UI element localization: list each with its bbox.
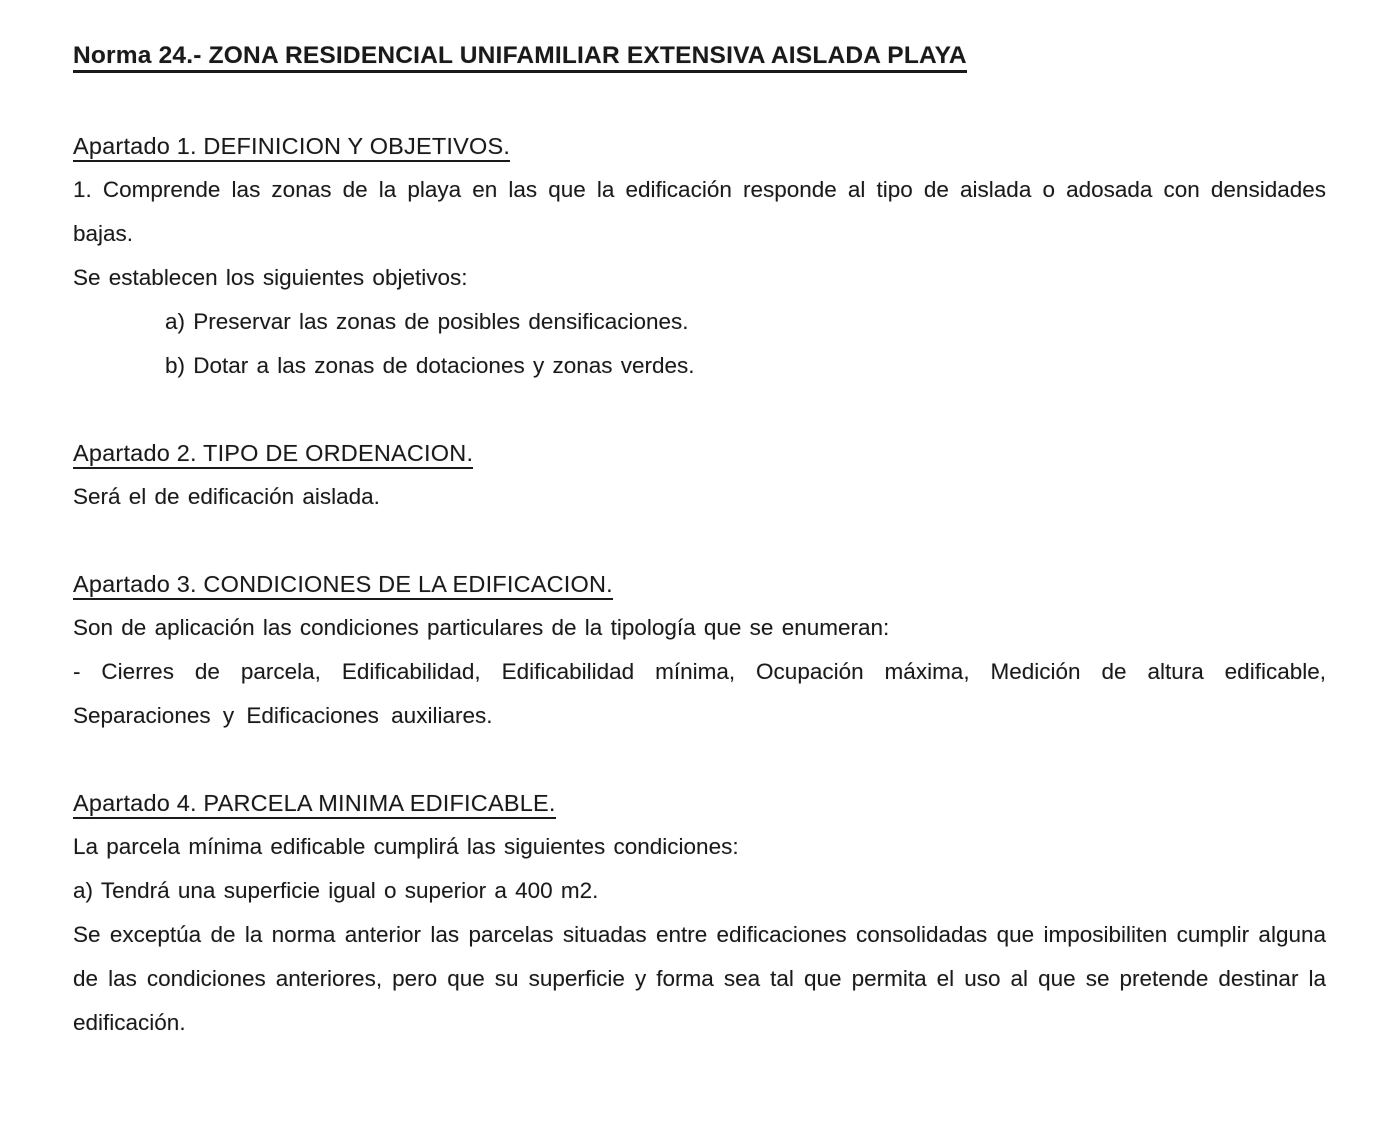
section-heading-text: Apartado 3. CONDICIONES DE LA EDIFICACION. [73, 571, 613, 600]
document-title [73, 34, 1326, 78]
paragraph: La parcela mínima edificable cumplirá las siguientes condiciones: [73, 834, 739, 859]
section-heading [73, 562, 1326, 606]
section-heading [73, 781, 1326, 825]
section-heading-text: Apartado 1. DEFINICION Y OBJETIVOS. [73, 133, 510, 162]
paragraph: Se exceptúa de la norma anterior las parcelas situadas entre edificaciones consolidadas que imposibiliten cumplir alguna de las condiciones anteriores, pero que su superficie y forma sea tal que permita el uso al que se pretende destinar la edificación. [73, 922, 1326, 1035]
paragraph: - Cierres de parcela, Edificabilidad, Edificabilidad mínima, Ocupación máxima, Medición de altura edificable, Separaciones y Edificaciones auxiliares. [73, 659, 1326, 728]
section-tipo-de-ordenacion [73, 431, 1326, 519]
paragraph: Se establecen los siguientes objetivos: [73, 265, 468, 290]
paragraph: 1. Comprende las zonas de la playa en las que la edificación responde al tipo de aislada o adosada con densidades bajas. [73, 177, 1326, 246]
document-title-text: Norma 24.- ZONA RESIDENCIAL UNIFAMILIAR EXTENSIVA AISLADA PLAYA [73, 42, 967, 73]
paragraph: a) Tendrá una superficie igual o superior a 400 m2. [73, 878, 599, 903]
paragraph: Son de aplicación las condiciones particulares de la tipología que se enumeran: [73, 615, 890, 640]
section-heading [73, 431, 1326, 475]
section-heading-text: Apartado 2. TIPO DE ORDENACION. [73, 440, 473, 469]
list-item: b) Dotar a las zonas de dotaciones y zonas verdes. [165, 353, 695, 378]
section-heading-text: Apartado 4. PARCELA MINIMA EDIFICABLE. [73, 790, 556, 819]
section-condiciones-de-la-edificacion [73, 562, 1326, 738]
paragraph: Será el de edificación aislada. [73, 484, 380, 509]
section-heading [73, 124, 1326, 168]
section-definicion-y-objetivos [73, 124, 1326, 388]
section-parcela-minima-edificable [73, 781, 1326, 1045]
list-item: a) Preservar las zonas de posibles densificaciones. [165, 309, 689, 334]
